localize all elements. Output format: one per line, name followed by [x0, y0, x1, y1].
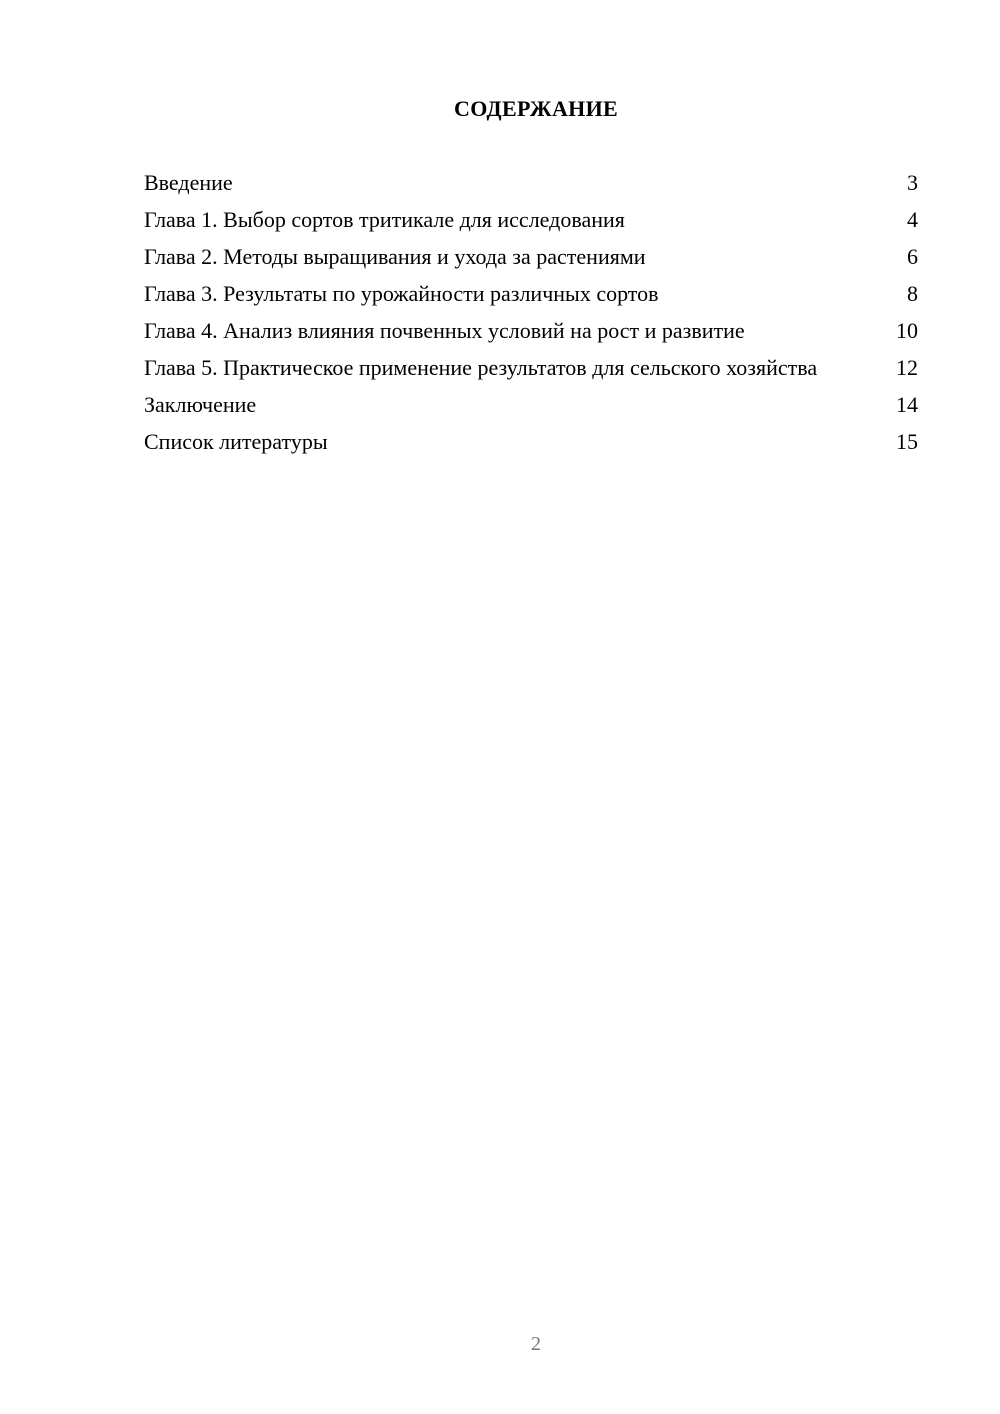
table-of-contents — [144, 170, 918, 466]
toc-entry-page-number: 10 — [896, 318, 918, 343]
toc-entry-page-number: 6 — [907, 244, 918, 269]
toc-entry-text: Глава 2. Методы выращивания и ухода за растениями — [144, 244, 646, 269]
toc-entry-references[interactable] — [144, 429, 918, 455]
toc-entry-chapter-4[interactable] — [144, 318, 918, 344]
toc-entry-conclusion[interactable] — [144, 392, 918, 418]
toc-entry-page-number: 4 — [907, 207, 918, 232]
toc-entry-chapter-5[interactable] — [144, 355, 918, 381]
toc-entry-page-number: 14 — [896, 392, 918, 417]
toc-entry-text: Список литературы — [144, 429, 328, 454]
toc-entry-text: Глава 3. Результаты по урожайности различных сортов — [144, 281, 659, 306]
toc-entry-chapter-2[interactable] — [144, 244, 918, 270]
toc-entry-text: Введение — [144, 170, 233, 195]
toc-entry-text: Заключение — [144, 392, 257, 417]
page-number: 2 — [531, 1333, 541, 1355]
toc-entry-text: Глава 4. Анализ влияния почвенных условий на рост и развитие — [144, 318, 745, 343]
toc-entry-chapter-3[interactable] — [144, 281, 918, 307]
toc-entry-text: Глава 1. Выбор сортов тритикале для исследования — [144, 207, 625, 232]
toc-entry-page-number: 3 — [907, 170, 918, 195]
toc-entry-page-number: 8 — [907, 281, 918, 306]
toc-entry-text: Глава 5. Практическое применение результатов для сельского хозяйства — [144, 355, 818, 380]
toc-entry-page-number: 12 — [896, 355, 918, 380]
page-title: СОДЕРЖАНИЕ — [454, 96, 618, 121]
toc-entry-chapter-1[interactable] — [144, 207, 918, 233]
toc-entry-introduction[interactable] — [144, 170, 918, 196]
toc-entry-page-number: 15 — [896, 429, 918, 454]
